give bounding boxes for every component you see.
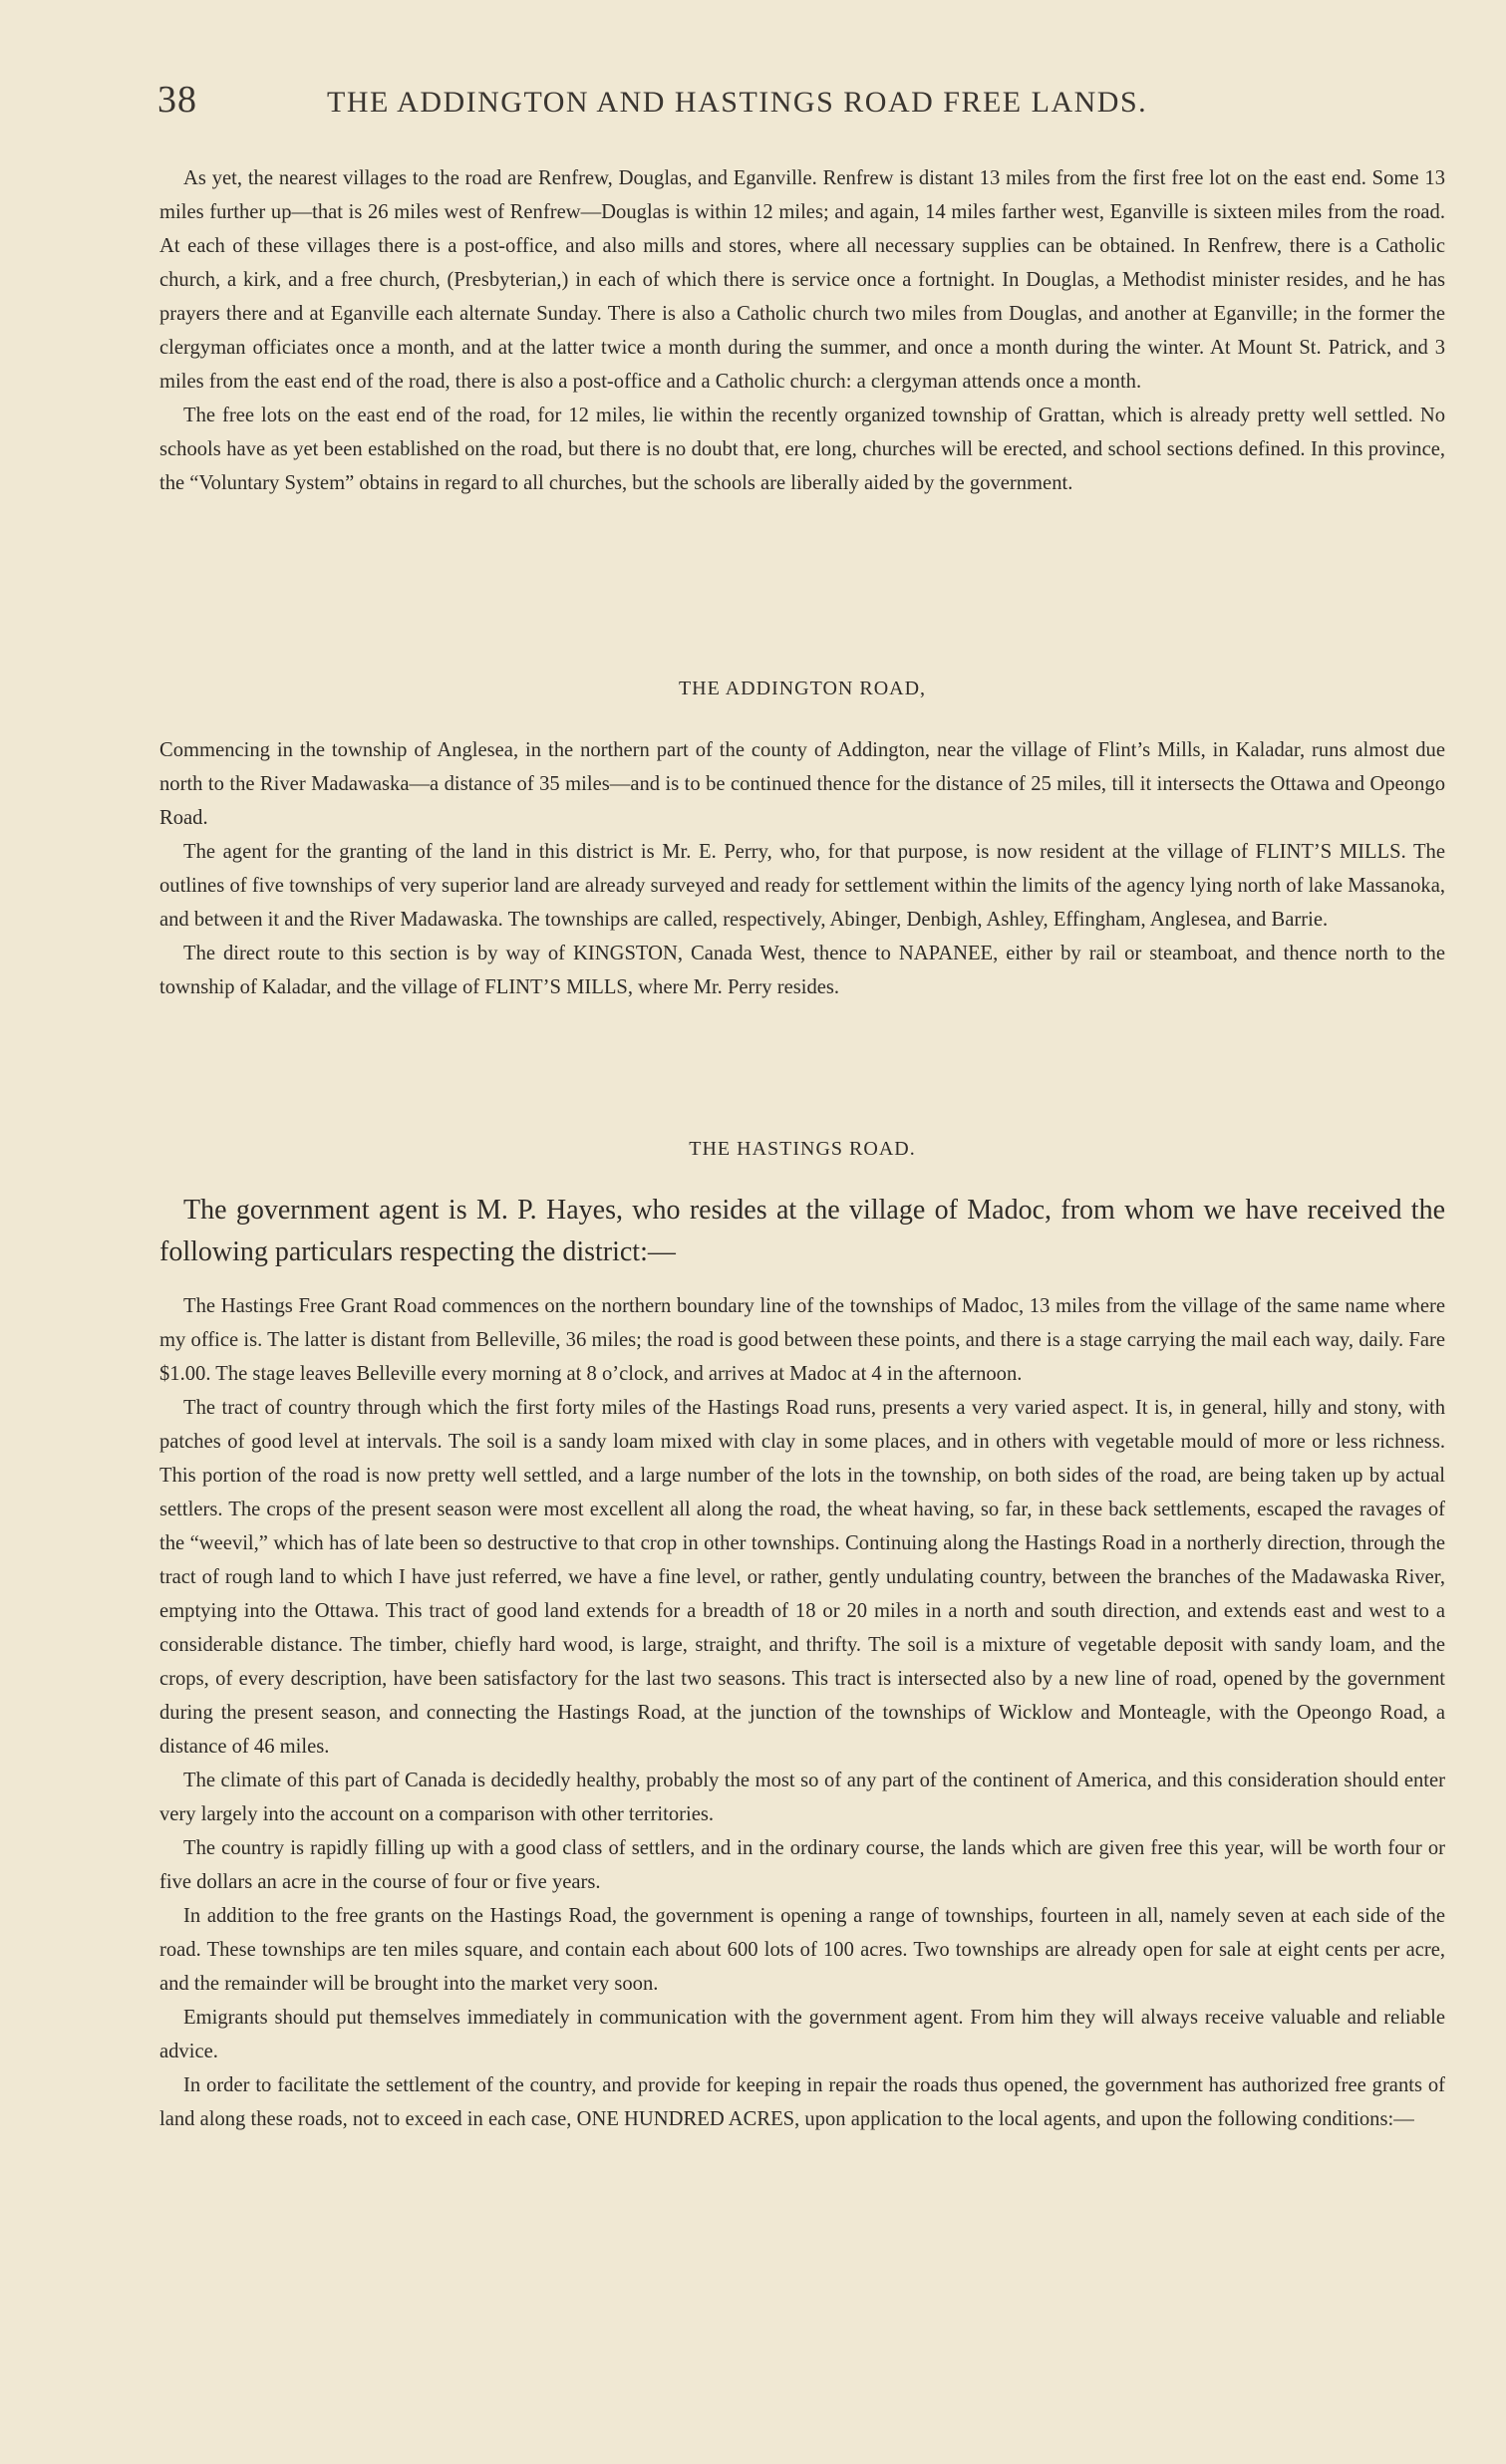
addington-section xyxy=(159,733,1445,1004)
intro-paragraph: As yet, the nearest villages to the road are Renfrew, Douglas, and Eganville. Renfrew is distant 13 miles from the first free lot on the east end. Some 13 miles further up—that is 26 miles west of Renfrew—Douglas is within 12 miles; and again, 14 miles farther west, Eganville is sixteen miles from the road. At each of these villages there is a post-office, and also mills and stores, where all necessary supplies can be obtained. In Renfrew, there is a Catholic church, a kirk, and a free church, (Presbyterian,) in each of which there is service once a fortnight. In Douglas, a Methodist minister resides, and he has prayers there and at Eganville each alternate Sunday. There is also a Catholic church two miles from Douglas, and another at Eganville; in the former the clergyman officiates once a month, and at the latter twice a month during the summer, and once a month during the winter. At Mount St. Patrick, and 3 miles from the east end of the road, there is also a post-office and a Catholic church: a clergyman attends once a month. xyxy=(159,167,1445,393)
hastings-paragraph: The Hastings Free Grant Road commences on the northern boundary line of the townships of Madoc, 13 miles from the village of the same name where my office is. The latter is distant from Belleville, 36 miles; the road is good between these points, and there is a stage carrying the mail each way, daily. Fare $1.00. The stage leaves Belleville every morning at 8 o’clock, and arrives at Madoc at 4 in the afternoon. xyxy=(159,1295,1445,1385)
intro-paragraph: The free lots on the east end of the road, for 12 miles, lie within the recently organized township of Grattan, which is already pretty well settled. No schools have as yet been established on the road, but there is no doubt that, ere long, churches will be erected, and school sections defined. In this province, the “Voluntary System” obtains in regard to all churches, but the schools are liberally aided by the government. xyxy=(159,405,1445,494)
page-number: 38 xyxy=(157,79,197,121)
hastings-paragraph: Emigrants should put themselves immediately in communication with the government agent. From him they will always receive valuable and reliable advice. xyxy=(159,2007,1445,2062)
hastings-intro xyxy=(159,1190,1445,1273)
running-head: THE ADDINGTON AND HASTINGS ROAD FREE LANDS. xyxy=(327,86,1148,119)
addington-paragraph: Commencing in the township of Anglesea, in the northern part of the county of Addington, near the village of Flint’s Mills, in Kaladar, runs almost due north to the River Madawaska—a distance of 35 miles—and is to be continued thence for the distance of 25 miles, till it intersects the Ottawa and Opeongo Road. xyxy=(159,739,1445,829)
addington-heading: THE ADDINGTON ROAD, xyxy=(678,678,927,699)
hastings-paragraph: In addition to the free grants on the Hastings Road, the government is opening a range of townships, fourteen in all, namely seven at each side of the road. These townships are ten miles square, and contain each about 600 lots of 100 acres. Two townships are already open for sale at eight cents per acre, and the remainder will be brought into the market very soon. xyxy=(159,1905,1445,1995)
hastings-paragraph: In order to facilitate the settlement of the country, and provide for keeping in repair the roads thus opened, the government has authorized free grants of land along these roads, not to exceed in each case, ONE HUNDRED ACRES, upon application to the local agents, and upon the following conditions:— xyxy=(159,2074,1445,2130)
hastings-paragraph: The country is rapidly filling up with a good class of settlers, and in the ordinary course, the lands which are given free this year, will be worth four or five dollars an acre in the course of four or five years. xyxy=(159,1837,1445,1893)
page-header xyxy=(157,78,1354,128)
hastings-intro-text: The government agent is M. P. Hayes, who resides at the village of Madoc, from whom we have received the following particulars respecting the district:— xyxy=(159,1195,1445,1267)
hastings-section xyxy=(159,1289,1445,2136)
intro-section xyxy=(159,161,1445,500)
addington-paragraph: The direct route to this section is by way of KINGSTON, Canada West, thence to NAPANEE, either by rail or steamboat, and thence north to the township of Kaladar, and the village of FLINT’S MILLS, where Mr. Perry resides. xyxy=(159,943,1445,998)
hastings-heading: THE HASTINGS ROAD. xyxy=(689,1138,916,1160)
hastings-paragraph: The tract of country through which the first forty miles of the Hastings Road runs, presents a very varied aspect. It is, in general, hilly and stony, with patches of good level at intervals. The soil is a sandy loam mixed with clay in some places, and in others with vegetable mould of more or less richness. This portion of the road is now pretty well settled, and a large number of the lots in the township, on both sides of the road, are being taken up by actual settlers. The crops of the present season were most excellent all along the road, the wheat having, so far, in these back settlements, escaped the ravages of the “weevil,” which has of late been so destructive to that crop in other townships. Continuing along the Hastings Road in a northerly direction, through the tract of rough land to which I have just referred, we have a fine level, or rather, gently undulating country, between the branches of the Madawaska River, emptying into the Ottawa. This tract of good land extends for a breadth of 18 or 20 miles in a north and south direction, and extends east and west to a considerable distance. The timber, chiefly hard wood, is large, straight, and thrifty. The soil is a mixture of vegetable deposit with sandy loam, and the crops, of every description, have been satisfactory for the last two seasons. This tract is intersected also by a new line of road, opened by the government during the present season, and connecting the Hastings Road, at the junction of the townships of Wicklow and Monteagle, with the Opeongo Road, a distance of 46 miles. xyxy=(159,1397,1445,1758)
hastings-paragraph: The climate of this part of Canada is decidedly healthy, probably the most so of any part of the continent of America, and this consideration should enter very largely into the account on a comparison with other territories. xyxy=(159,1770,1445,1825)
addington-paragraph: The agent for the granting of the land in this district is Mr. E. Perry, who, for that purpose, is now resident at the village of FLINT’S MILLS. The outlines of five townships of very superior land are already surveyed and ready for settlement within the limits of the agency lying north of lake Massanoka, and between it and the River Madawaska. The townships are called, respectively, Abinger, Denbigh, Ashley, Effingham, Anglesea, and Barrie. xyxy=(159,841,1445,931)
